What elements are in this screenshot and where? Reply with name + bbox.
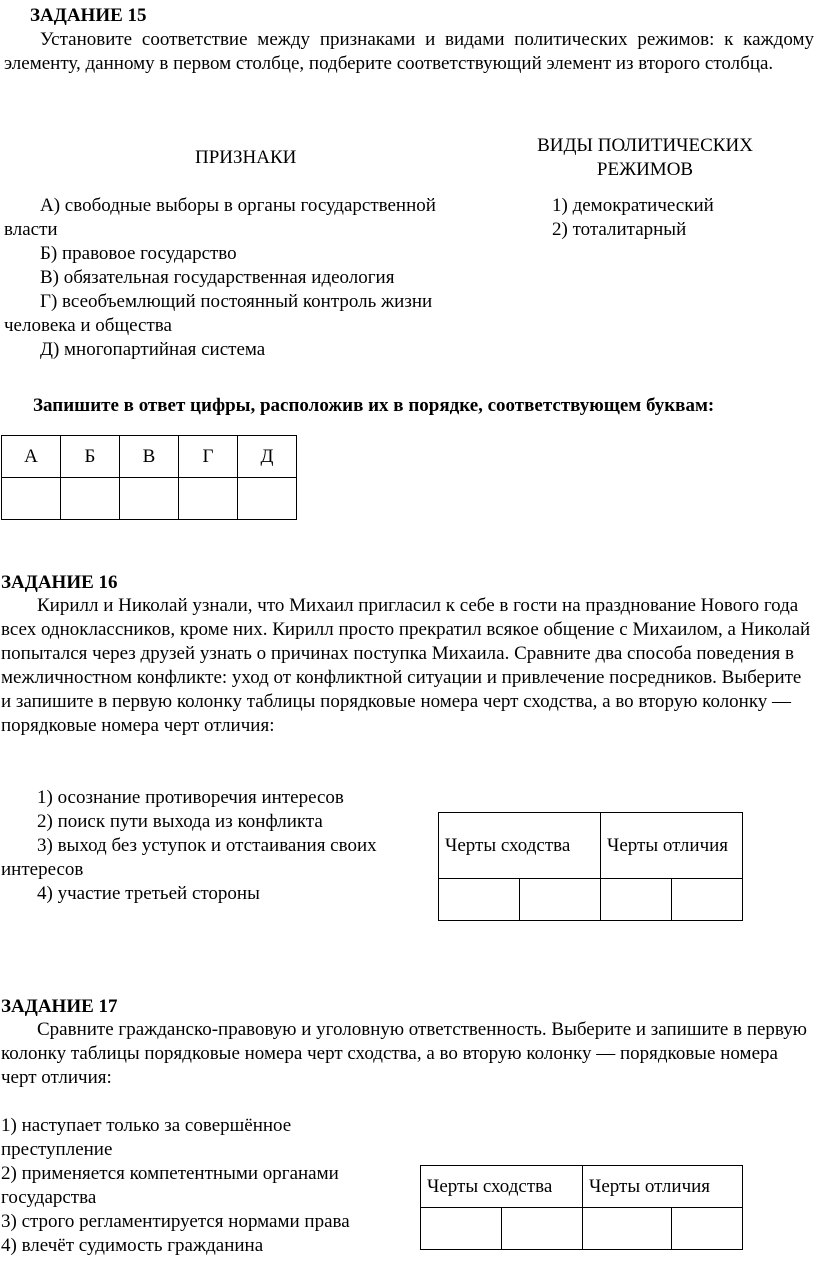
task15-intro: Установите соответствие между признаками и видами политических режимов: к каждому элементу, данному в первом столбце, подберите соответствующий элемент из второго столбца.: [4, 29, 814, 74]
task17-text: Сравните гражданско-правовую и уголовную ответственность. Выберите и запишите в первую колонку таблицы порядковые номера черт сходства, а во вторую колонку — порядковые номера черт отличия:: [1, 1019, 807, 1088]
task16-text: Кирилл и Николай узнали, что Михаил пригласил к себе в гости на празднование Нового года всех одноклассников, кроме них. Кирилл просто прекратил всякое общение с Михаилом, а Николай попытался через друзей узнать о причинах поступка Михаила. Сравните два способа поведения в межличностном конфликте: уход от конфликтной ситуации и привлечение посредников. Выберите и запишите в первую колонку таблицы порядковые номера черт сходства, а во вторую колонку — порядковые номера черт отличия:: [1, 595, 811, 736]
difference-header: Черты отличия: [601, 813, 743, 879]
answer-input-cell[interactable]: [61, 478, 120, 520]
task16-title: ЗАДАНИЕ 16: [1, 572, 118, 593]
task15-answer-instruction: Запишите в ответ цифры, расположив их в порядке, соответствующем буквам:: [33, 395, 715, 416]
task17-title: ЗАДАНИЕ 17: [1, 996, 118, 1017]
similarity-header: Черты сходства: [439, 813, 601, 879]
answer-letter-cell: Г: [179, 436, 238, 478]
list-item: 3) строго регламентируется нормами права: [1, 1211, 350, 1232]
task15-col1-header: ПРИЗНАКИ: [195, 147, 297, 168]
answer-input-cell[interactable]: [179, 478, 238, 520]
answer-input-cell[interactable]: [2, 478, 61, 520]
task17-answer-table: [420, 1165, 743, 1250]
list-item: 3) выход без уступок и отстаивания своих интересов: [1, 835, 377, 880]
answer-letter-cell: Б: [61, 436, 120, 478]
list-item: 1) наступает только за совершённое преступление: [1, 1115, 292, 1160]
regime-item: 2) тоталитарный: [552, 219, 687, 240]
regime-item: 1) демократический: [552, 195, 714, 216]
task16-items-list: [1, 786, 391, 906]
list-item: 4) участие третьей стороны: [37, 883, 260, 904]
answer-input-cell[interactable]: [672, 1208, 743, 1250]
answer-letter-cell: А: [2, 436, 61, 478]
feature-item: Г) всеобъемлющий постоянный контроль жизни человека и общества: [4, 291, 433, 336]
answer-input-cell[interactable]: [421, 1208, 502, 1250]
answer-input-cell[interactable]: [120, 478, 179, 520]
difference-header: Черты отличия: [583, 1166, 743, 1208]
list-item: 1) осознание противоречия интересов: [37, 787, 344, 808]
feature-item: Б) правовое государство: [40, 243, 237, 264]
answer-letter-cell: В: [120, 436, 179, 478]
answer-letter-cell: Д: [238, 436, 297, 478]
answer-input-cell[interactable]: [520, 879, 601, 921]
task15-col2-header: ВИДЫ ПОЛИТИЧЕСКИХ РЕЖИМОВ: [537, 135, 753, 180]
answer-input-cell[interactable]: [601, 879, 672, 921]
answer-input-cell[interactable]: [439, 879, 520, 921]
answer-input-cell[interactable]: [583, 1208, 672, 1250]
task15-title: ЗАДАНИЕ 15: [30, 5, 147, 26]
task16-answer-table: [438, 812, 743, 921]
similarity-header: Черты сходства: [421, 1166, 583, 1208]
task15-features-list: [4, 194, 494, 362]
task17-items-list: [1, 1114, 391, 1258]
feature-item: Д) многопартийная система: [40, 339, 266, 360]
task15-answer-table: [1, 435, 297, 520]
task15-regimes-list: [552, 194, 714, 242]
answer-input-cell[interactable]: [238, 478, 297, 520]
feature-item: В) обязательная государственная идеология: [40, 267, 395, 288]
list-item: 2) применяется компетентными органами государства: [1, 1163, 339, 1208]
answer-input-cell[interactable]: [672, 879, 743, 921]
answer-input-cell[interactable]: [502, 1208, 583, 1250]
feature-item: А) свободные выборы в органы государственной власти: [4, 195, 436, 240]
list-item: 2) поиск пути выхода из конфликта: [37, 811, 323, 832]
list-item: 4) влечёт судимость гражданина: [1, 1235, 264, 1256]
